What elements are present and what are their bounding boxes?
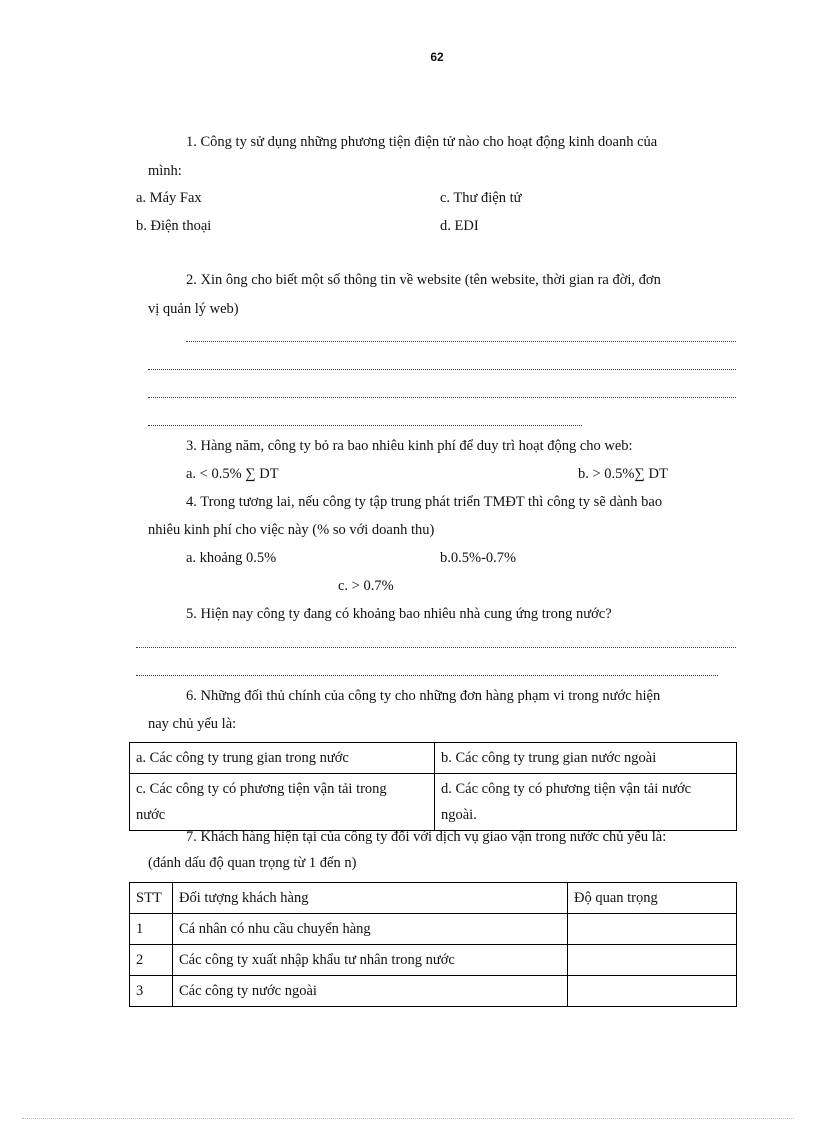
cell-text: d. Các công ty có phương tiện vận tải nước (441, 781, 692, 797)
header-cell: Đối tượng khách hàng (173, 883, 568, 914)
answer-line[interactable] (136, 646, 736, 648)
q7-line1: 7. Khách hàng hiện tại của công ty đối với dịch vụ giao vận trong nước chủ yếu là: (186, 829, 667, 845)
q1-option-c: c. Thư điện tử (440, 190, 522, 206)
q1-option-a: a. Máy Fax (136, 190, 202, 206)
stt-cell: 3 (130, 976, 173, 1007)
q2-line2: vị quản lý web) (148, 301, 239, 317)
q2-line1: 2. Xin ông cho biết một số thông tin về website (tên website, thời gian ra đời, đơn (186, 272, 661, 288)
q3-option-a: a. < 0.5% ∑ DT (186, 466, 279, 482)
importance-input[interactable] (568, 945, 737, 976)
table-row (130, 976, 737, 1007)
competitor-option-b[interactable] (435, 743, 737, 774)
stt-cell: 1 (130, 914, 173, 945)
q6-line2: nay chủ yếu là: (148, 716, 237, 732)
competitor-option-d[interactable] (435, 774, 737, 831)
page-number: 62 (430, 50, 444, 64)
competitor-option-c[interactable] (130, 774, 435, 831)
customer-cell: Cá nhân có nhu cầu chuyển hàng (173, 914, 568, 945)
q4-line1: 4. Trong tương lai, nếu công ty tập trung phát triển TMĐT thì công ty sẽ dành bao (186, 494, 663, 510)
header-cell: STT (130, 883, 173, 914)
customer-cell: Các công ty nước ngoài (173, 976, 568, 1007)
cell-text: nước (136, 807, 166, 823)
q4-option-b: b.0.5%-0.7% (440, 550, 517, 566)
cell-text: a. Các công ty trung gian trong nước (136, 750, 349, 766)
q4-line2: nhiêu kinh phí cho việc này (% so với doanh thu) (148, 522, 435, 538)
answer-line[interactable] (136, 674, 718, 676)
q1-line2: mình: (148, 163, 182, 179)
cell-text: c. Các công ty có phương tiện vận tải trong (136, 781, 387, 797)
header-cell: Độ quan trọng (568, 883, 737, 914)
q4-option-c: c. > 0.7% (338, 578, 394, 594)
answer-line[interactable] (148, 424, 582, 426)
competitor-option-a[interactable] (130, 743, 435, 774)
answer-line[interactable] (148, 368, 736, 370)
q5-line1: 5. Hiện nay công ty đang có khoảng bao nhiêu nhà cung ứng trong nước? (186, 606, 612, 622)
customer-cell: Các công ty xuất nhập khẩu tư nhân trong nước (173, 945, 568, 976)
q1-option-d: d. EDI (440, 218, 479, 234)
customers-table (129, 882, 737, 1007)
q1-option-b: b. Điện thoại (136, 218, 212, 234)
answer-line[interactable] (186, 340, 736, 342)
competitors-table (129, 742, 737, 831)
cell-text: b. Các công ty trung gian nước ngoài (441, 750, 657, 766)
importance-input[interactable] (568, 914, 737, 945)
page-bottom-divider (22, 1118, 794, 1119)
answer-line[interactable] (148, 396, 736, 398)
table-row (130, 945, 737, 976)
table-row (130, 914, 737, 945)
stt-cell: 2 (130, 945, 173, 976)
q6-line1: 6. Những đối thủ chính của công ty cho những đơn hàng phạm vi trong nước hiện (186, 688, 661, 704)
importance-input[interactable] (568, 976, 737, 1007)
q3-option-b: b. > 0.5%∑ DT (578, 466, 668, 482)
q3-line1: 3. Hàng năm, công ty bỏ ra bao nhiêu kinh phí để duy trì hoạt động cho web: (186, 438, 633, 454)
cell-text: ngoài. (441, 807, 477, 823)
q7-line2: (đánh dấu độ quan trọng từ 1 đến n) (148, 855, 357, 871)
q4-option-a: a. khoảng 0.5% (186, 550, 277, 566)
q1-line1: 1. Công ty sử dụng những phương tiện điện tử nào cho hoạt động kinh doanh của (186, 134, 658, 150)
